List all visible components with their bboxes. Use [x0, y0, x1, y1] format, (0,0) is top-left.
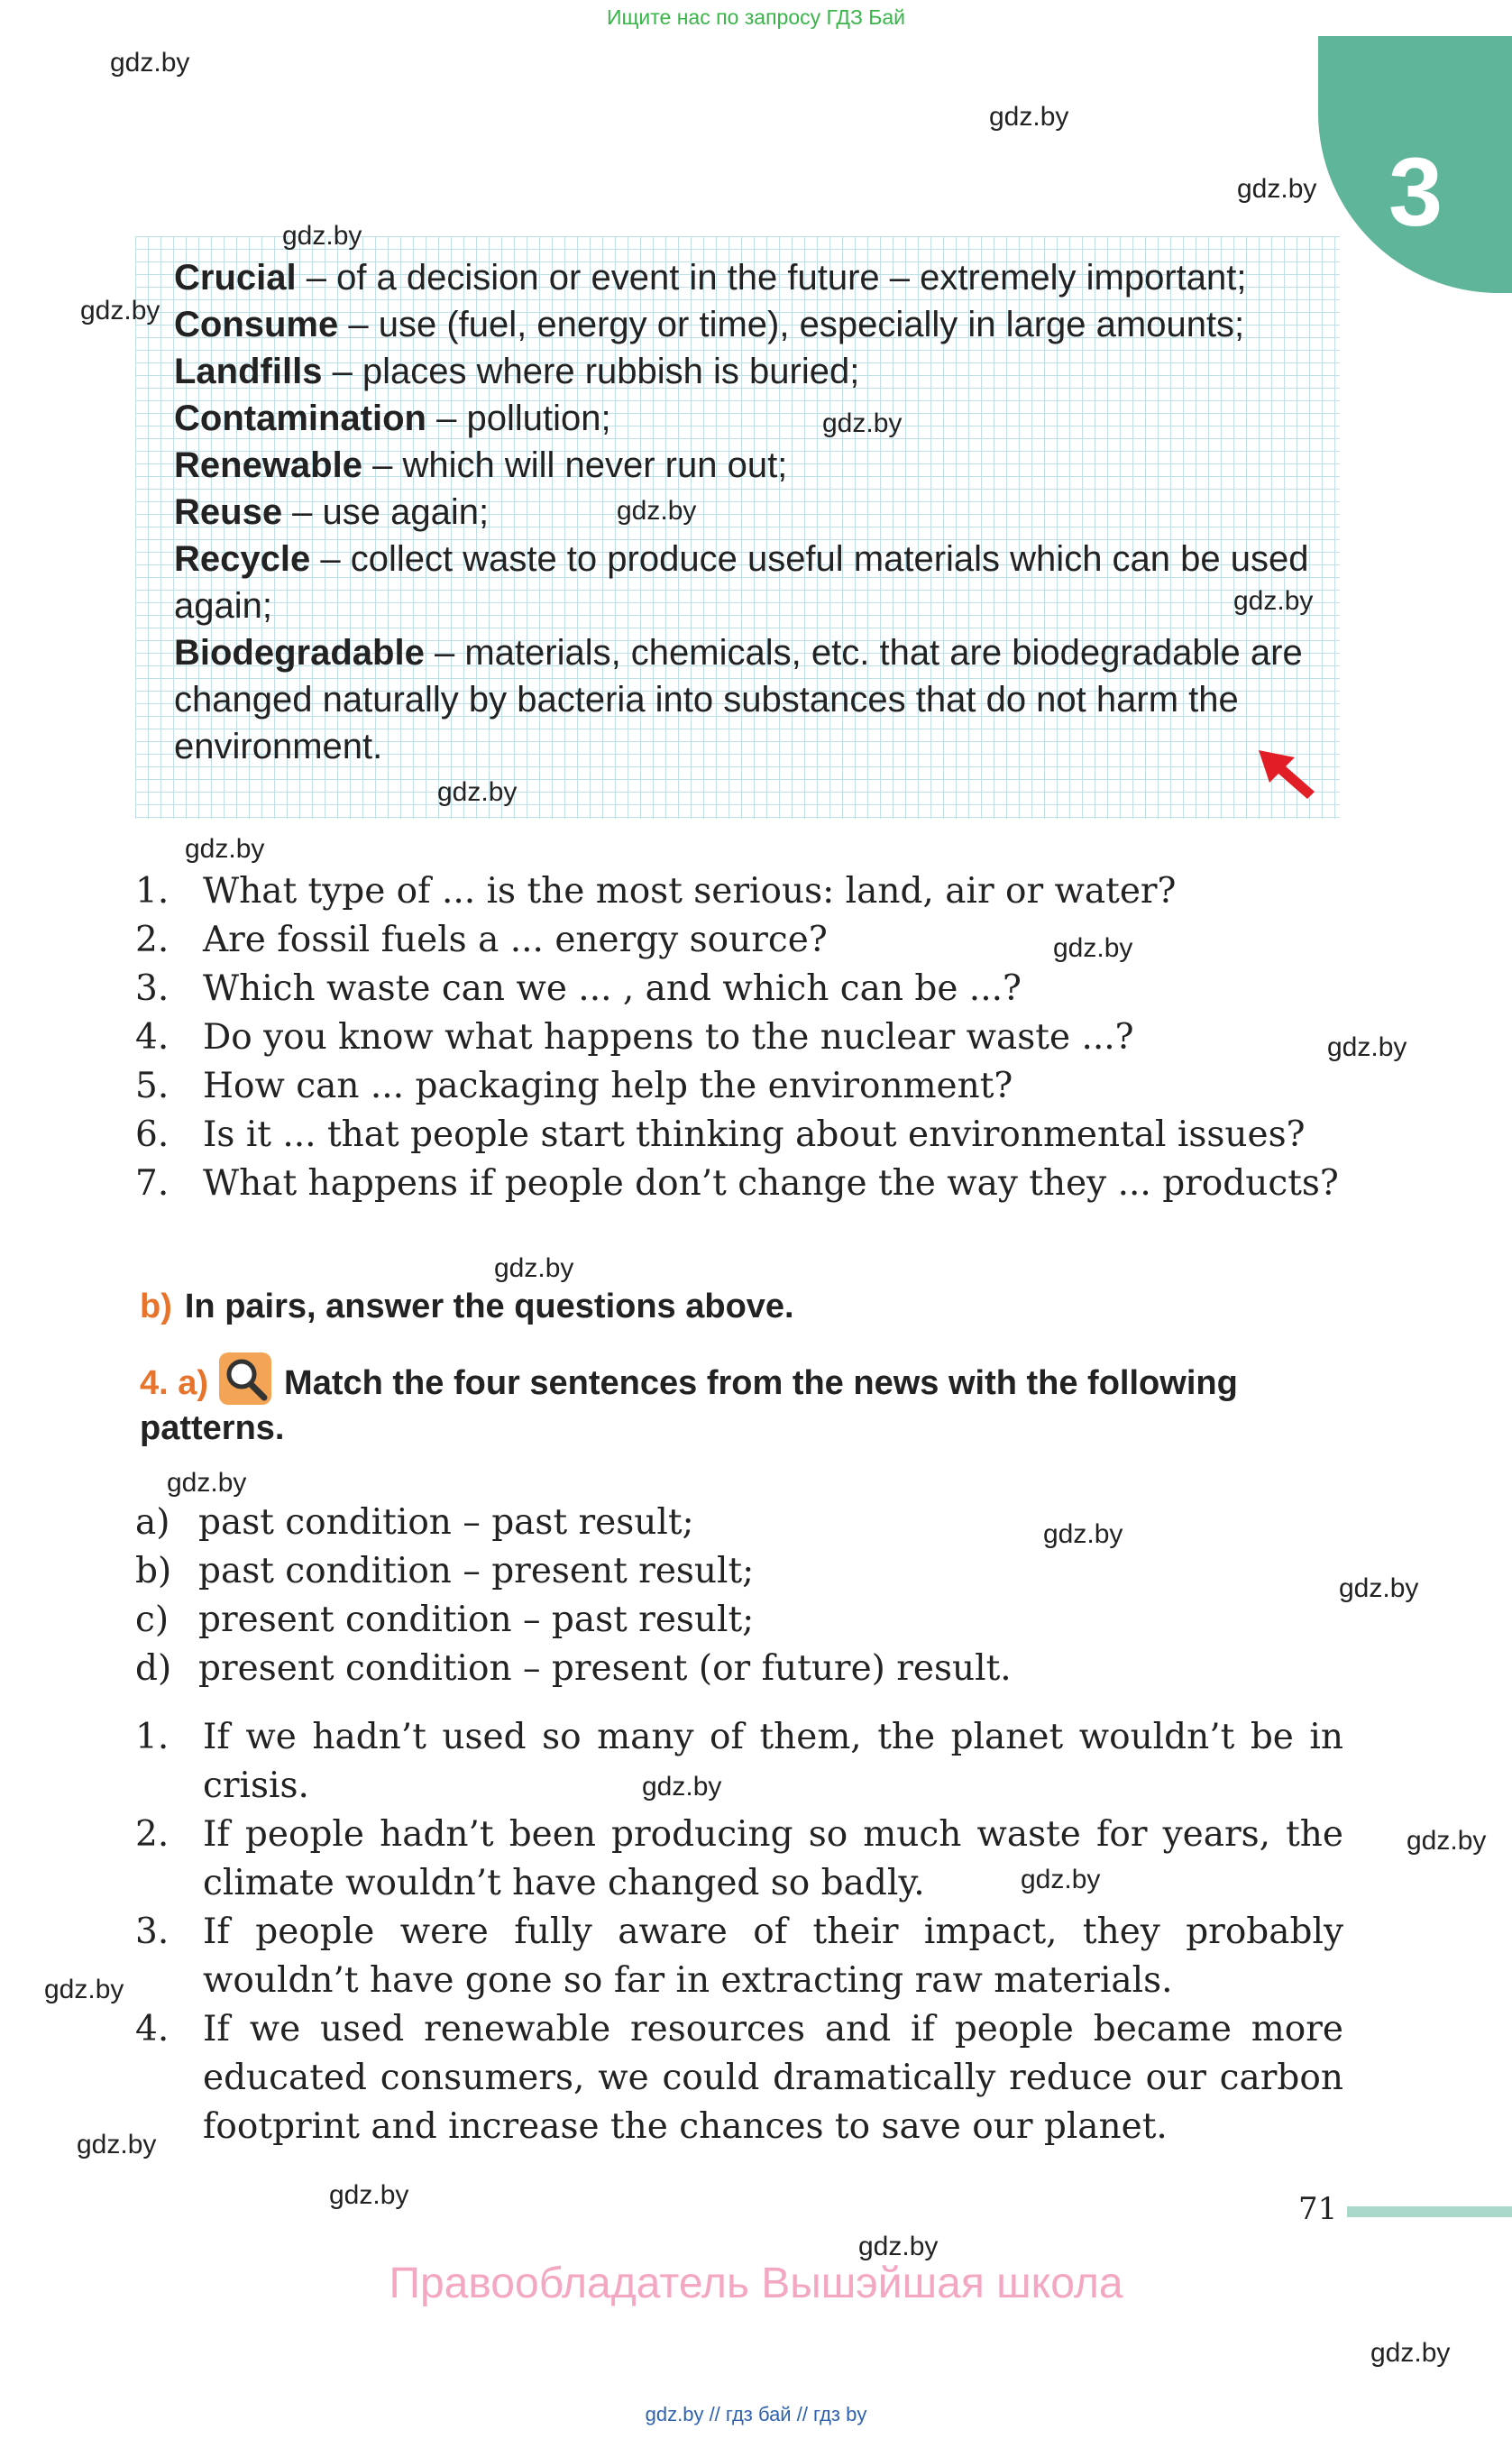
sentence-item: 1. If we hadn’t used so many of them, the planet wouldn’t be in crisis.	[135, 1717, 1343, 1806]
watermark: gdz.by	[1339, 1573, 1419, 1603]
watermark: gdz.by	[329, 2180, 409, 2210]
watermark: gdz.by	[642, 1772, 722, 1802]
pattern-item: d) present condition – present (or future) result.	[135, 1648, 1012, 1689]
red-arrow-icon	[1255, 747, 1318, 801]
watermark: gdz.by	[437, 777, 518, 807]
glossary-item: Contamination – pollution;	[174, 399, 611, 438]
glossary-item: Consume – use (fuel, energy or time), especially in large amounts;	[174, 305, 1245, 344]
footer-links[interactable]: gdz.by // гдз бай // гдз by	[645, 2403, 867, 2425]
watermark: gdz.by	[1370, 2338, 1451, 2368]
pattern-item: a) past condition – past result;	[135, 1502, 694, 1543]
sentence-item: 4. If we used renewable resources and if people became more educated consumers, we could dramatically reduce our carbon footprint and increase the chances to save our planet.	[135, 2009, 1343, 2147]
watermark: gdz.by	[1053, 933, 1133, 963]
watermark: gdz.by	[989, 102, 1069, 132]
watermark: gdz.by	[858, 2232, 939, 2261]
question-item: 1. What type of ... is the most serious: land, air or water?	[135, 871, 1177, 912]
pattern-item: b) past condition – present result;	[135, 1551, 755, 1591]
top-banner[interactable]: Ищите нас по запросу ГДЗ Бай	[606, 5, 906, 29]
watermark: gdz.by	[110, 48, 190, 78]
watermark: gdz.by	[1407, 1826, 1487, 1856]
watermark: gdz.by	[80, 296, 160, 326]
watermark: gdz.by	[77, 2130, 157, 2159]
question-item: 5. How can ... packaging help the environment?	[135, 1066, 1013, 1106]
watermark: gdz.by	[1021, 1865, 1101, 1894]
watermark: gdz.by	[1233, 586, 1314, 616]
unit-number: 3	[1388, 137, 1443, 246]
sentence-item: 3. If people were fully aware of their impact, they probably wouldn’t have gone so far in extracting raw materials.	[135, 1912, 1343, 2001]
rights-holder: Правообладатель Вышэйшая школа	[389, 2260, 1123, 2307]
page-number: 71	[1298, 2191, 1338, 2227]
sentence-item: 2. If people hadn’t been producing so much waste for years, the climate wouldn’t have changed so badly.	[135, 1814, 1343, 1903]
page-number-bar	[1347, 2206, 1512, 2217]
watermark: gdz.by	[185, 834, 265, 864]
watermark: gdz.by	[1327, 1032, 1407, 1062]
question-item: 4. Do you know what happens to the nuclear waste ...?	[135, 1017, 1134, 1058]
task-b-instruction: b) In pairs, answer the questions above.	[140, 1288, 794, 1325]
question-item: 3. Which waste can we ... , and which can be ...?	[135, 968, 1022, 1009]
task-4a-instruction: 4. a) Match the four sentences from the news with the following patterns.	[140, 1352, 1339, 1451]
watermark: gdz.by	[494, 1253, 574, 1283]
patterns-list	[135, 1499, 1343, 1693]
glossary-item: Landfills – places where rubbish is buried;	[174, 352, 860, 391]
glossary-item: Renewable – which will never run out;	[174, 445, 788, 485]
watermark: gdz.by	[167, 1468, 247, 1498]
glossary-item: Recycle – collect waste to produce useful materials which can be used again;	[174, 539, 1309, 626]
question-item: 2. Are fossil fuels a ... energy source?	[135, 920, 828, 960]
pattern-item: c) present condition – past result;	[135, 1600, 755, 1640]
sentences-list	[135, 1713, 1343, 2151]
questions-list	[135, 867, 1343, 1208]
watermark: gdz.by	[44, 1975, 124, 2004]
glossary-item: Biodegradable – materials, chemicals, etc. that are biodegradable are changed naturally by bacteria into substances that do not harm the environment.	[174, 633, 1303, 766]
glossary-list	[174, 254, 1328, 770]
glossary-item: Reuse – use again;	[174, 492, 490, 532]
glossary-item: Crucial – of a decision or event in the future – extremely important;	[174, 258, 1247, 298]
watermark: gdz.by	[1043, 1519, 1123, 1549]
watermark: gdz.by	[822, 408, 903, 438]
question-item: 7. What happens if people don’t change the way they ... products?	[135, 1163, 1339, 1204]
magnifier-icon	[219, 1352, 271, 1405]
watermark: gdz.by	[1237, 174, 1317, 204]
watermark: gdz.by	[282, 221, 362, 251]
question-item: 6. Is it ... that people start thinking about environmental issues?	[135, 1114, 1306, 1155]
watermark: gdz.by	[617, 496, 697, 526]
